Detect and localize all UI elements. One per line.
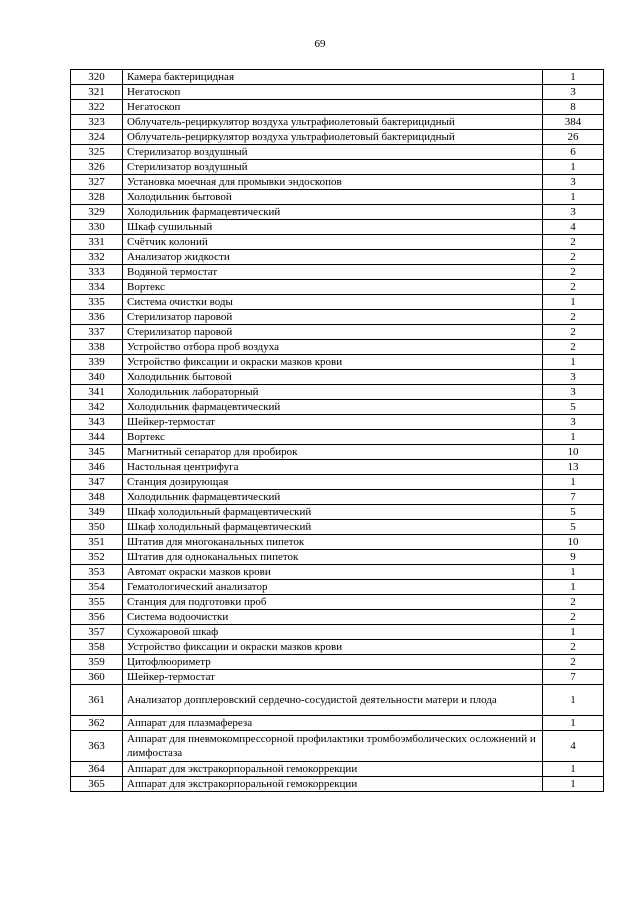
- quantity-cell: 1: [543, 70, 604, 85]
- table-row: [71, 400, 604, 415]
- equipment-table: [70, 69, 604, 792]
- quantity-cell: 1: [543, 355, 604, 370]
- row-number-cell: 321: [71, 85, 123, 100]
- quantity-cell: 2: [543, 340, 604, 355]
- row-number-cell: 343: [71, 415, 123, 430]
- quantity-cell: 2: [543, 250, 604, 265]
- item-name-cell: Настольная центрифуга: [123, 460, 543, 475]
- table-row: [71, 70, 604, 85]
- table-row: [71, 145, 604, 160]
- item-name-cell: Вортекс: [123, 430, 543, 445]
- row-number-cell: 338: [71, 340, 123, 355]
- item-name-cell: Стерилизатор паровой: [123, 325, 543, 340]
- item-name-cell: Водяной термостат: [123, 265, 543, 280]
- quantity-cell: 8: [543, 100, 604, 115]
- table-row: [71, 115, 604, 130]
- table-row: [71, 670, 604, 685]
- table-row: [71, 220, 604, 235]
- item-name-cell: Аппарат для экстракорпоральной гемокоррекции: [123, 762, 543, 777]
- row-number-cell: 357: [71, 625, 123, 640]
- quantity-cell: 1: [543, 475, 604, 490]
- table-row: [71, 130, 604, 145]
- table-row: [71, 265, 604, 280]
- quantity-cell: 10: [543, 535, 604, 550]
- quantity-cell: 5: [543, 520, 604, 535]
- table-row: [71, 625, 604, 640]
- row-number-cell: 348: [71, 490, 123, 505]
- row-number-cell: 326: [71, 160, 123, 175]
- quantity-cell: 5: [543, 400, 604, 415]
- row-number-cell: 349: [71, 505, 123, 520]
- item-name-cell: Негатоскоп: [123, 85, 543, 100]
- quantity-cell: 1: [543, 625, 604, 640]
- table-row: [71, 310, 604, 325]
- quantity-cell: 1: [543, 580, 604, 595]
- quantity-cell: 7: [543, 670, 604, 685]
- item-name-cell: Шейкер-термостат: [123, 415, 543, 430]
- item-name-cell: Устройство фиксации и окраски мазков крови: [123, 640, 543, 655]
- table-row: [71, 175, 604, 190]
- row-number-cell: 363: [71, 731, 123, 762]
- row-number-cell: 340: [71, 370, 123, 385]
- row-number-cell: 333: [71, 265, 123, 280]
- row-number-cell: 339: [71, 355, 123, 370]
- quantity-cell: 13: [543, 460, 604, 475]
- item-name-cell: Счётчик колоний: [123, 235, 543, 250]
- table-row: [71, 655, 604, 670]
- row-number-cell: 353: [71, 565, 123, 580]
- quantity-cell: 4: [543, 220, 604, 235]
- quantity-cell: 1: [543, 762, 604, 777]
- table-row: [71, 235, 604, 250]
- quantity-cell: 3: [543, 385, 604, 400]
- row-number-cell: 324: [71, 130, 123, 145]
- table-row: [71, 595, 604, 610]
- quantity-cell: 6: [543, 145, 604, 160]
- quantity-cell: 3: [543, 85, 604, 100]
- quantity-cell: 2: [543, 610, 604, 625]
- table-row: [71, 100, 604, 115]
- quantity-cell: 2: [543, 640, 604, 655]
- quantity-cell: 1: [543, 160, 604, 175]
- item-name-cell: Стерилизатор воздушный: [123, 160, 543, 175]
- row-number-cell: 354: [71, 580, 123, 595]
- table-row: [71, 85, 604, 100]
- item-name-cell: Аппарат для экстракорпоральной гемокоррекции: [123, 777, 543, 792]
- row-number-cell: 332: [71, 250, 123, 265]
- row-number-cell: 358: [71, 640, 123, 655]
- row-number-cell: 322: [71, 100, 123, 115]
- row-number-cell: 337: [71, 325, 123, 340]
- table-row: [71, 295, 604, 310]
- item-name-cell: Гематологический анализатор: [123, 580, 543, 595]
- quantity-cell: 3: [543, 175, 604, 190]
- item-name-cell: Магнитный сепаратор для пробирок: [123, 445, 543, 460]
- item-name-cell: Станция дозирующая: [123, 475, 543, 490]
- row-number-cell: 323: [71, 115, 123, 130]
- item-name-cell: Установка моечная для промывки эндоскопов: [123, 175, 543, 190]
- item-name-cell: Анализатор допплеровский сердечно-сосудистой деятельности матери и плода: [123, 685, 543, 716]
- quantity-cell: 9: [543, 550, 604, 565]
- table-row: [71, 505, 604, 520]
- row-number-cell: 365: [71, 777, 123, 792]
- quantity-cell: 2: [543, 265, 604, 280]
- table-row: [71, 565, 604, 580]
- item-name-cell: Холодильник фармацевтический: [123, 490, 543, 505]
- table-row: [71, 685, 604, 716]
- row-number-cell: 347: [71, 475, 123, 490]
- row-number-cell: 328: [71, 190, 123, 205]
- item-name-cell: Анализатор жидкости: [123, 250, 543, 265]
- table-row: [71, 520, 604, 535]
- item-name-cell: Устройство фиксации и окраски мазков крови: [123, 355, 543, 370]
- quantity-cell: 1: [543, 430, 604, 445]
- table-row: [71, 777, 604, 792]
- table-row: [71, 250, 604, 265]
- table-row: [71, 580, 604, 595]
- table-row: [71, 445, 604, 460]
- row-number-cell: 360: [71, 670, 123, 685]
- row-number-cell: 362: [71, 716, 123, 731]
- item-name-cell: Шкаф холодильный фармацевтический: [123, 505, 543, 520]
- row-number-cell: 320: [71, 70, 123, 85]
- item-name-cell: Холодильник бытовой: [123, 190, 543, 205]
- table-row: [71, 340, 604, 355]
- table-row: [71, 716, 604, 731]
- item-name-cell: Сухожаровой шкаф: [123, 625, 543, 640]
- row-number-cell: 329: [71, 205, 123, 220]
- table-row: [71, 325, 604, 340]
- quantity-cell: 3: [543, 415, 604, 430]
- item-name-cell: Автомат окраски мазков крови: [123, 565, 543, 580]
- item-name-cell: Холодильник бытовой: [123, 370, 543, 385]
- row-number-cell: 351: [71, 535, 123, 550]
- table-row: [71, 550, 604, 565]
- table-row: [71, 370, 604, 385]
- row-number-cell: 325: [71, 145, 123, 160]
- row-number-cell: 346: [71, 460, 123, 475]
- row-number-cell: 336: [71, 310, 123, 325]
- table-row: [71, 535, 604, 550]
- quantity-cell: 1: [543, 190, 604, 205]
- table-row: [71, 430, 604, 445]
- item-name-cell: Холодильник фармацевтический: [123, 400, 543, 415]
- row-number-cell: 331: [71, 235, 123, 250]
- quantity-cell: 2: [543, 655, 604, 670]
- row-number-cell: 350: [71, 520, 123, 535]
- item-name-cell: Цитофлюориметр: [123, 655, 543, 670]
- equipment-table-body: [71, 70, 604, 792]
- quantity-cell: 1: [543, 295, 604, 310]
- row-number-cell: 356: [71, 610, 123, 625]
- table-row: [71, 415, 604, 430]
- item-name-cell: Штатив для одноканальных пипеток: [123, 550, 543, 565]
- item-name-cell: Шкаф холодильный фармацевтический: [123, 520, 543, 535]
- item-name-cell: Система очистки воды: [123, 295, 543, 310]
- quantity-cell: 1: [543, 777, 604, 792]
- table-row: [71, 205, 604, 220]
- item-name-cell: Камера бактерицидная: [123, 70, 543, 85]
- row-number-cell: 345: [71, 445, 123, 460]
- quantity-cell: 2: [543, 235, 604, 250]
- table-row: [71, 280, 604, 295]
- quantity-cell: 1: [543, 565, 604, 580]
- item-name-cell: Негатоскоп: [123, 100, 543, 115]
- item-name-cell: Устройство отбора проб воздуха: [123, 340, 543, 355]
- table-row: [71, 610, 604, 625]
- quantity-cell: 5: [543, 505, 604, 520]
- row-number-cell: 335: [71, 295, 123, 310]
- item-name-cell: Станция для подготовки проб: [123, 595, 543, 610]
- table-row: [71, 762, 604, 777]
- item-name-cell: Облучатель-рециркулятор воздуха ультрафиолетовый бактерицидный: [123, 130, 543, 145]
- table-row: [71, 160, 604, 175]
- item-name-cell: Шкаф сушильный: [123, 220, 543, 235]
- row-number-cell: 341: [71, 385, 123, 400]
- table-row: [71, 490, 604, 505]
- row-number-cell: 355: [71, 595, 123, 610]
- item-name-cell: Облучатель-рециркулятор воздуха ультрафиолетовый бактерицидный: [123, 115, 543, 130]
- quantity-cell: 7: [543, 490, 604, 505]
- row-number-cell: 352: [71, 550, 123, 565]
- quantity-cell: 2: [543, 280, 604, 295]
- page-number: 69: [314, 38, 326, 50]
- item-name-cell: Шейкер-термостат: [123, 670, 543, 685]
- item-name-cell: Система водоочистки: [123, 610, 543, 625]
- table-row: [71, 475, 604, 490]
- quantity-cell: 10: [543, 445, 604, 460]
- item-name-cell: Штатив для многоканальных пипеток: [123, 535, 543, 550]
- row-number-cell: 359: [71, 655, 123, 670]
- item-name-cell: Аппарат для пневмокомпрессорной профилактики тромбоэмболических осложнений и лимфостаза: [123, 731, 543, 762]
- item-name-cell: Холодильник фармацевтический: [123, 205, 543, 220]
- item-name-cell: Холодильник лабораторный: [123, 385, 543, 400]
- quantity-cell: 2: [543, 325, 604, 340]
- row-number-cell: 327: [71, 175, 123, 190]
- table-row: [71, 731, 604, 762]
- item-name-cell: Стерилизатор воздушный: [123, 145, 543, 160]
- table-row: [71, 385, 604, 400]
- table-row: [71, 190, 604, 205]
- quantity-cell: 1: [543, 685, 604, 716]
- row-number-cell: 334: [71, 280, 123, 295]
- row-number-cell: 342: [71, 400, 123, 415]
- table-row: [71, 460, 604, 475]
- row-number-cell: 364: [71, 762, 123, 777]
- item-name-cell: Аппарат для плазмафереза: [123, 716, 543, 731]
- quantity-cell: 2: [543, 310, 604, 325]
- row-number-cell: 344: [71, 430, 123, 445]
- quantity-cell: 26: [543, 130, 604, 145]
- table-row: [71, 640, 604, 655]
- quantity-cell: 384: [543, 115, 604, 130]
- quantity-cell: 3: [543, 370, 604, 385]
- item-name-cell: Вортекс: [123, 280, 543, 295]
- row-number-cell: 330: [71, 220, 123, 235]
- row-number-cell: 361: [71, 685, 123, 716]
- table-row: [71, 355, 604, 370]
- quantity-cell: 4: [543, 731, 604, 762]
- quantity-cell: 1: [543, 716, 604, 731]
- quantity-cell: 2: [543, 595, 604, 610]
- item-name-cell: Стерилизатор паровой: [123, 310, 543, 325]
- quantity-cell: 3: [543, 205, 604, 220]
